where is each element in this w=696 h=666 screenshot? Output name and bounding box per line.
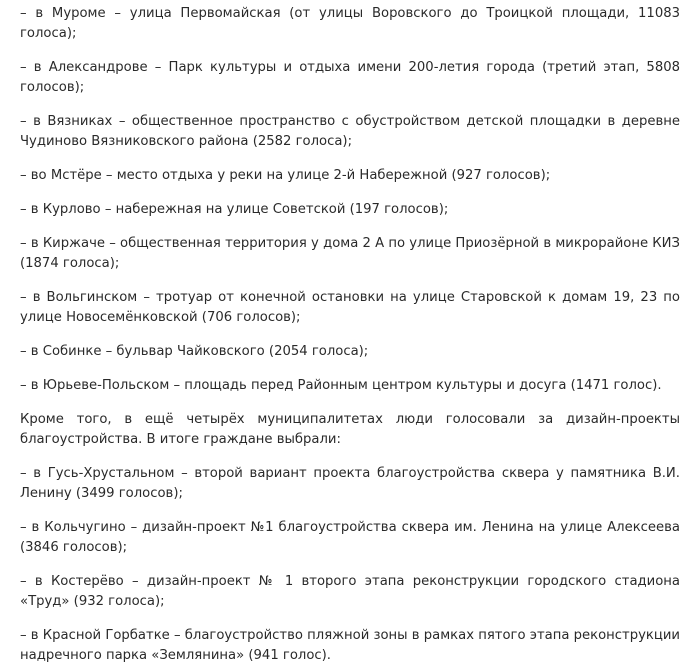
paragraph-kurlovo: – в Курлово – набережная на улице Советской (197 голосов); — [20, 202, 449, 217]
paragraph-krasnaya-gorbatka: – в Красной Горбатке – благоустройство пляжной зоны в рамках пятого этапа реконструкции надречного парка «Землянина» (941 голос). — [20, 628, 680, 663]
paragraph-kirzhach: – в Киржаче – общественная территория у дома 2 А по улице Приозёрной в микрорайоне КИЗ (1874 голоса); — [20, 236, 680, 271]
paragraph-mstera: – во Мстёре – место отдыха у реки на улице 2-й Набережной (927 голосов); — [20, 168, 551, 183]
paragraph-murom: – в Муроме – улица Первомайская (от улицы Воровского до Троицкой площади, 11083 голоса); — [20, 6, 680, 41]
paragraph-kosterevo: – в Костерёво – дизайн-проект № 1 второго этапа реконструкции городского стадиона «Труд» (932 голоса); — [20, 574, 680, 609]
paragraph-volginsky: – в Вольгинском – тротуар от конечной остановки на улице Старовской к домам 19, 23 по улице Новосемёнковской (706 голосов); — [20, 290, 680, 325]
paragraph-kolchugino: – в Кольчугино – дизайн-проект №1 благоустройства сквера им. Ленина на улице Алексеева (3846 голосов); — [20, 520, 680, 555]
paragraph-gus-khrustalny: – в Гусь-Хрустальном – второй вариант проекта благоустройства сквера у памятника В.И. Ленину (3499 голосов); — [20, 466, 680, 501]
paragraph-design-projects-intro: Кроме того, в ещё четырёх муниципалитетах люди голосовали за дизайн-проекты благоустройства. В итоге граждане выбрали: — [20, 412, 680, 447]
paragraph-sobinka: – в Собинке – бульвар Чайковского (2054 голоса); — [20, 344, 369, 359]
paragraph-yuryev-polsky: – в Юрьеве-Польском – площадь перед Районным центром культуры и досуга (1471 голос). — [20, 378, 662, 393]
paragraph-vyazniki: – в Вязниках – общественное пространство с обустройством детской площадки в деревне Чудиново Вязниковского района (2582 голоса); — [20, 114, 680, 149]
paragraph-aleksandrov: – в Александрове – Парк культуры и отдыха имени 200-летия города (третий этап, 5808 голосов); — [20, 60, 680, 95]
